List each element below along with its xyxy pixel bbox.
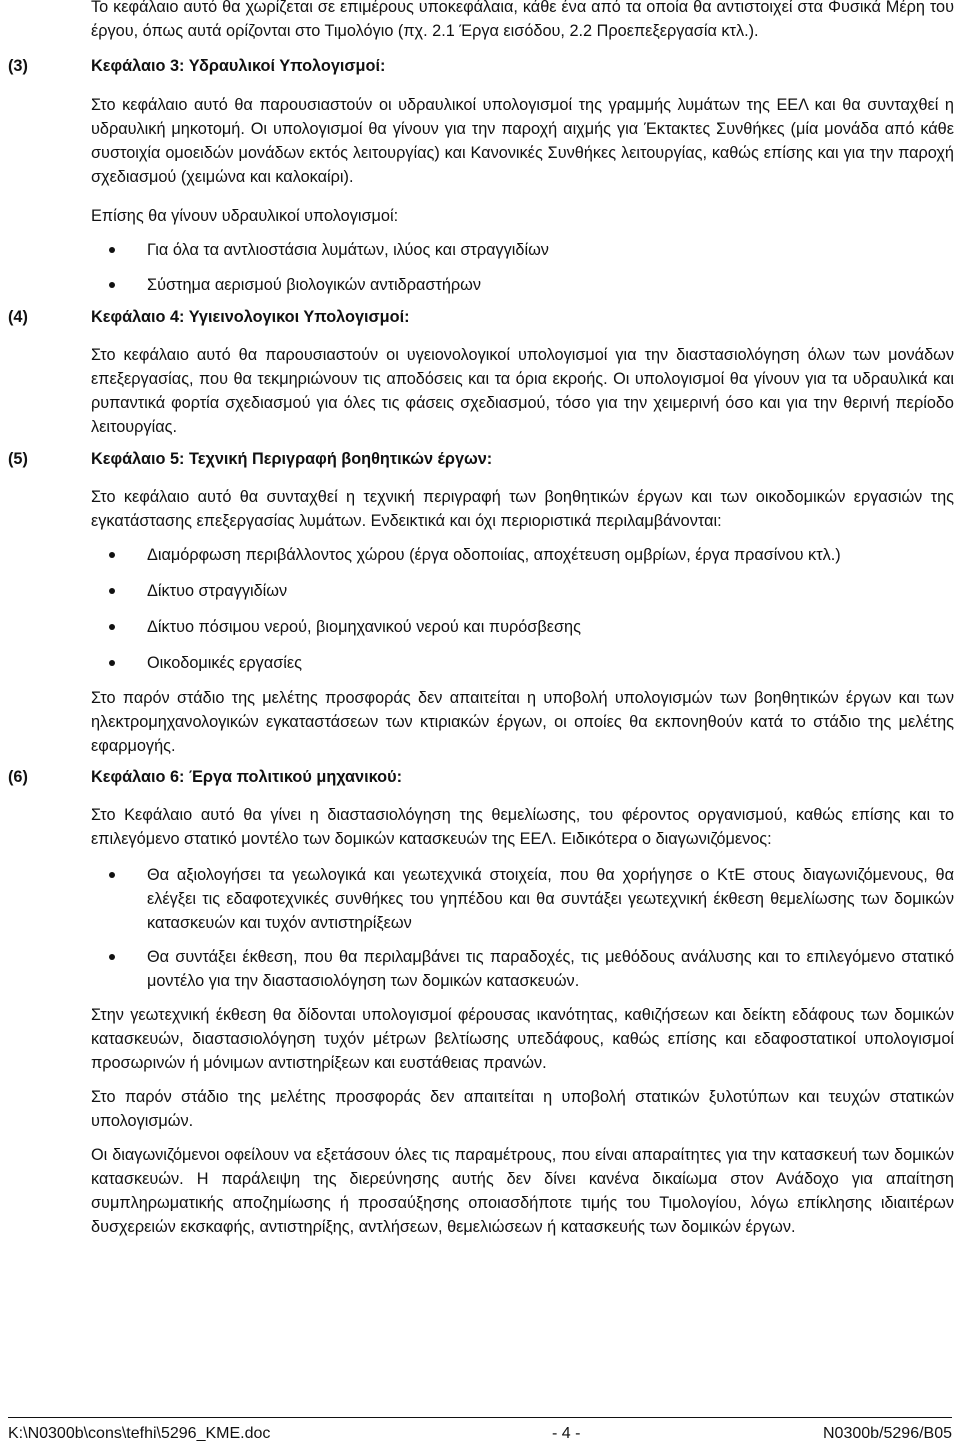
section-5-heading [8,447,954,471]
list-item-text: Θα αξιολογήσει τα γεωλογικά και γεωτεχνικά στοιχεία, που θα χορήγησε ο ΚτΕ στους διαγωνιζόμενους, θα ελέγξει τις εδαφοτεχνικές συνθήκες του γηπέδου και θα συντάξει γεωτεχνική έκθεση θεμελίωσης των δομικών κατασκευών και τυχόν αντιστηρίξεων [147,866,954,932]
list-item-text: Δίκτυο στραγγιδίων [147,582,288,600]
section-3-paragraph-1: Στο κεφάλαιο αυτό θα παρουσιαστούν οι υδραυλικοί υπολογισμοί της γραμμής λυμάτων της ΕΕΛ και θα συνταχθεί η υδραυλική μηκοτομή. Οι υπολογισμοί θα γίνουν για την παροχή αιχμής για Έκτακτες Συνθήκες (μία μονάδα από κάθε συστοιχία ομοειδών μονάδων εκτός λειτουργίας) και Κανονικές Συνθήκες λειτουργίας, καθώς επίσης και για την παροχή σχεδιασμού (χειμώνα και καλοκαίρι). [91,96,954,186]
page-footer [8,1422,952,1444]
section-6-heading [8,765,954,789]
list-item-text: Δίκτυο πόσιμου νερού, βιομηχανικού νερού και πυρόσβεσης [147,618,581,636]
list-item [91,579,954,603]
section-5-paragraph-2: Στο παρόν στάδιο της μελέτης προσφοράς δεν απαιτείται η υποβολή υπολογισμών των βοηθητικών έργων και των ηλεκτρομηχανολογικών εγκαταστάσεων των κτιριακών έργων, οι οποίες θα εκπονηθούν κατά το στάδιο της μελέτης εφαρμογής. [91,689,954,755]
list-item [91,273,954,297]
bullet-icon [109,588,115,594]
section-3-paragraph-2: Επίσης θα γίνουν υδραυλικοί υπολογισμοί: [91,207,399,225]
bullet-icon [109,660,115,666]
section-title: Κεφάλαιο 6: Έργα πολιτικού μηχανικού: [91,768,403,786]
bullet-icon [109,282,115,288]
list-item [91,863,954,935]
section-6-bullet-list [91,863,954,993]
section-6-paragraph-4: Οι διαγωνιζόμενοι οφείλουν να εξετάσουν όλες τις παραμέτρους, που είναι απαραίτητες για την κατασκευή των δομικών κατασκευών. Η παράλειψη της διερεύνησης αυτής δεν δίνει κανένα δικαίωμα στον Ανάδοχο για απαίτηση συμπληρωματικής αποζημίωσης ή προσαύξησης οποιασδήποτε τιμής του Τιμολογίου, λόγω επίκλησης ιδιαιτέρων δυσχερειών εκσκαφής, αντιστηρίξης, αντλήσεων, θεμελιώσεων ή κατασκευής των δομικών έργων. [91,1146,954,1236]
section-number: (3) [8,57,28,75]
section-title: Κεφάλαιο 3: Υδραυλικοί Υπολογισμοί: [91,57,386,75]
section-3-heading [8,54,954,78]
section-3 [8,54,954,78]
section-number: (5) [8,450,28,468]
section-4-paragraph-1: Στο κεφάλαιο αυτό θα παρουσιαστούν οι υγειονολογικοί υπολογισμοί για την διαστασιολόγηση όλων των μονάδων επεξεργασίας, που θα τεκμηριώνουν τις αποδόσεις και τα όρια εκροής. Οι υπολογισμοί θα γίνουν για τα υδραυλικά και ρυπαντικά φορτία σχεδιασμού για όλες τις φάσεις σχεδιασμού, τόσο για την χειμερινή όσο και για την θερινή περίοδο λειτουργίας. [91,346,954,436]
section-6-paragraph-1: Στο Κεφάλαιο αυτό θα γίνει η διαστασιολόγηση της θεμελίωσης, του φέροντος οργανισμού, καθώς επίσης και το επιλεγόμενο στατικό μοντέλο των δομικών κατασκευών της ΕΕΛ. Ειδικότερα ο διαγωνιζόμενος: [91,806,954,848]
section-6 [8,765,954,789]
list-item [91,945,954,993]
intro-paragraph: Το κεφάλαιο αυτό θα χωρίζεται σε επιμέρους υποκεφάλαια, κάθε ένα από τα οποία θα αντιστοιχεί στα Φυσικά Μέρη του έργου, όπως αυτά ορίζονται στο Τιμολόγιο (πχ. 2.1 Έργα εισόδου, 2.2 Προεπεξεργασία κτλ.). [91,0,954,40]
footer-document-code: N0300b/5296/B05 [823,1425,952,1442]
list-item-text: Για όλα τα αντλιοστάσια λυμάτων, ιλύος και στραγγιδίων [147,241,549,259]
section-title: Κεφάλαιο 4: Υγιεινολογικοι Υπολογισμοί: [91,308,410,326]
section-3-bullet-list [91,238,954,297]
section-5-paragraph-1: Στο κεφάλαιο αυτό θα συνταχθεί η τεχνική περιγραφή των βοηθητικών έργων και των οικοδομικών εργασιών της εγκατάστασης επεξεργασίας λυμάτων. Ενδεικτικά και όχι περιοριστικά περιλαμβάνονται: [91,488,954,530]
section-number: (6) [8,768,28,786]
footer-page-number: - 4 - [552,1425,581,1442]
footer-file-path: K:\N0300b\cons\tefhi\5296_KME.doc [8,1425,271,1442]
section-5-bullet-list [91,543,954,675]
section-6-paragraph-2: Στην γεωτεχνική έκθεση θα δίδονται υπολογισμοί φέρουσας ικανότητας, καθιζήσεων και δείκτη εδάφους των δομικών κατασκευών, διαστασιολόγηση τυχόν μέτρων βελτίωσης υπεδάφους, καθώς επίσης και εδαφοστατικοί υπολογισμοί προσωρινών ή μόνιμων αντιστηρίξεων και ευστάθειας πρανών. [91,1006,954,1072]
list-item [91,238,954,262]
section-4 [8,305,954,329]
section-4-heading [8,305,954,329]
list-item [91,543,954,567]
bullet-icon [109,552,115,558]
list-item-text: Σύστημα αερισμού βιολογικών αντιδραστήρων [147,276,482,294]
footer-divider [8,1417,952,1418]
section-5 [8,447,954,471]
bullet-icon [109,954,115,960]
list-item-text: Θα συντάξει έκθεση, που θα περιλαμβάνει τις παραδοχές, τις μεθόδους ανάλυσης και το επιλεγόμενο στατικό μοντέλο για την διαστασιολόγηση των δομικών κατασκευών. [147,948,954,990]
section-title: Κεφάλαιο 5: Τεχνική Περιγραφή βοηθητικών έργων: [91,450,493,468]
list-item [91,651,954,675]
list-item [91,615,954,639]
bullet-icon [109,247,115,253]
list-item-text: Διαμόρφωση περιβάλλοντος χώρου (έργα οδοποιίας, αποχέτευση ομβρίων, έργα πρασίνου κτλ.) [147,546,841,564]
bullet-icon [109,872,115,878]
bullet-icon [109,624,115,630]
list-item-text: Οικοδομικές εργασίες [147,654,303,672]
section-6-paragraph-3: Στο παρόν στάδιο της μελέτης προσφοράς δεν απαιτείται η υποβολή στατικών ξυλοτύπων και τευχών στατικών υπολογισμών. [91,1088,954,1130]
section-number: (4) [8,308,28,326]
